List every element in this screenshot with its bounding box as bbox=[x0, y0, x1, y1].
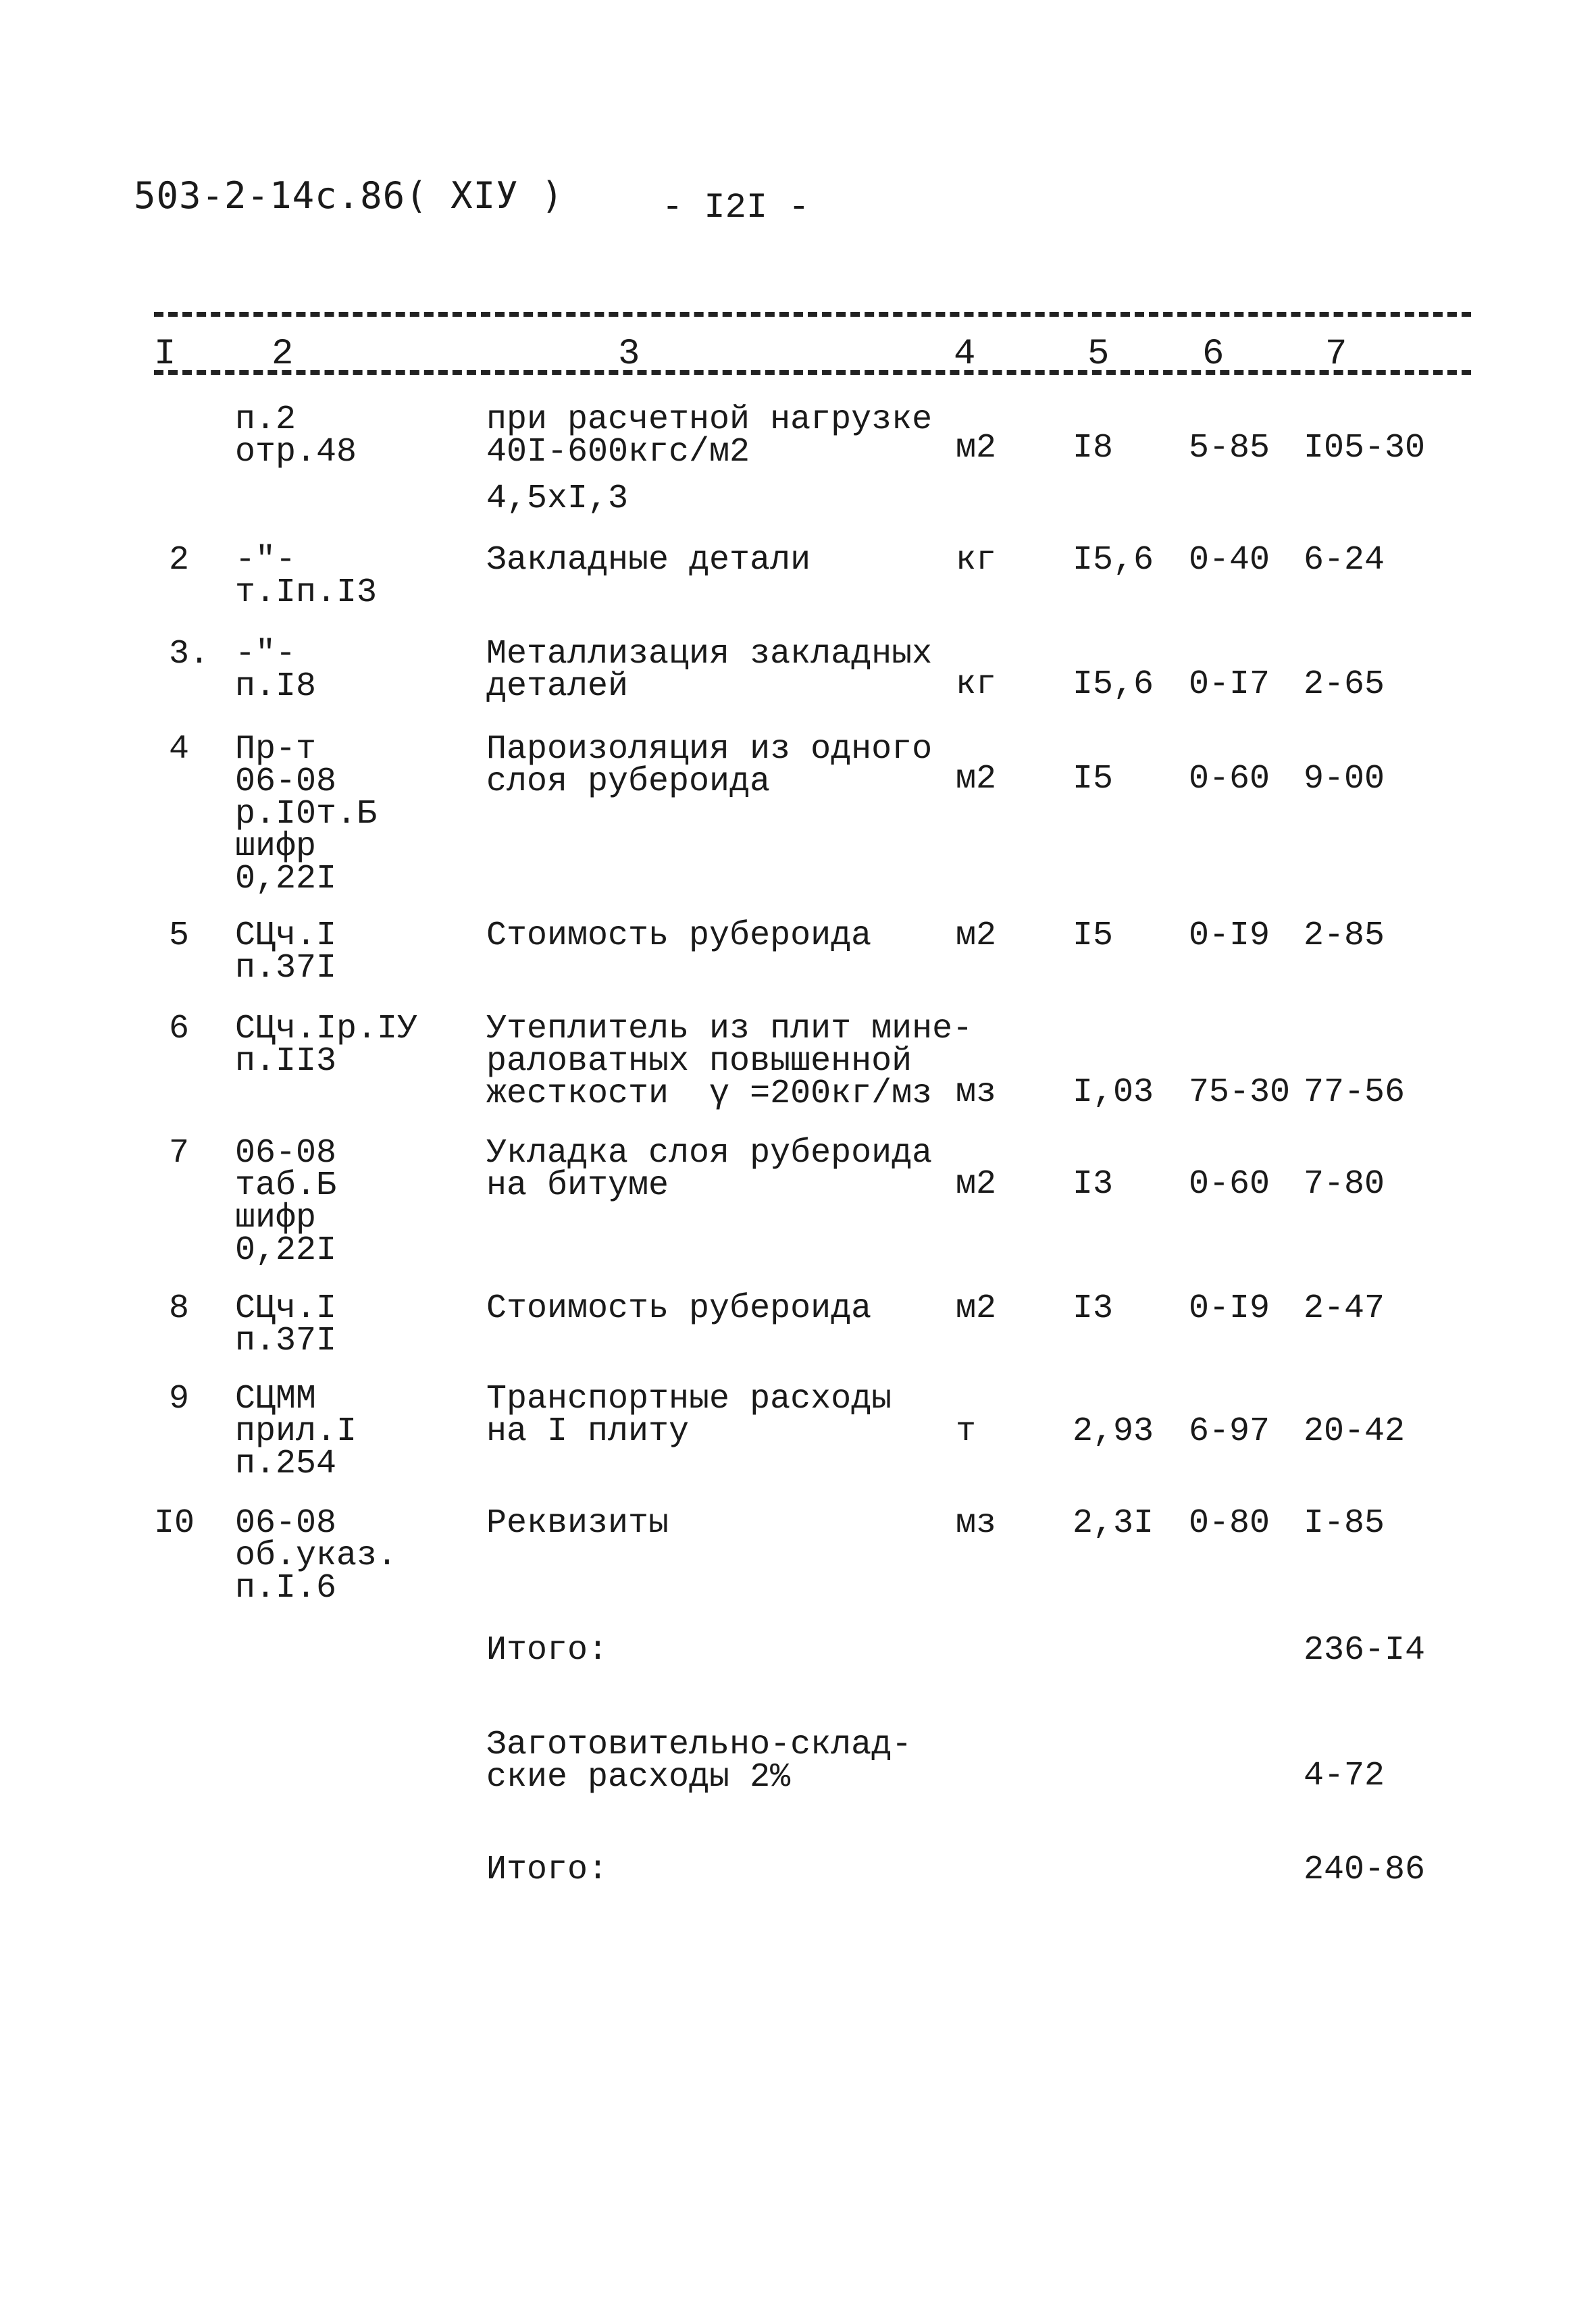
row-qty: 2,93 bbox=[1073, 1412, 1154, 1451]
row-unit: мз bbox=[956, 1504, 997, 1543]
row-unit: м2 bbox=[956, 1165, 997, 1204]
row-qty: I5 bbox=[1073, 917, 1114, 955]
row-ref: СЦч.I п.37I bbox=[235, 1289, 337, 1360]
row-name: Закладные детали bbox=[486, 541, 811, 580]
summary-label: Итого: bbox=[486, 1851, 609, 1889]
row-unit: кг bbox=[956, 665, 997, 704]
row-name: Укладка слоя рубероида на битуме bbox=[486, 1134, 933, 1205]
row-price: 0-I9 bbox=[1189, 1289, 1270, 1328]
row-ref: п.2 отр.48 bbox=[235, 401, 357, 471]
row-ref: 06-08 таб.Б шифр 0,22I bbox=[235, 1134, 337, 1270]
row-name: Утеплитель из плит мине- раловатных повышенной жесткости γ =200кг/мз bbox=[486, 1010, 973, 1113]
row-ref: 06-08 об.указ. п.I.6 bbox=[235, 1504, 398, 1608]
summary-value: 4-72 bbox=[1304, 1757, 1385, 1795]
row-name: Транспортные расходы на I плиту bbox=[486, 1380, 892, 1451]
row-number: 9 bbox=[169, 1380, 190, 1418]
row-number: 4 bbox=[169, 730, 190, 769]
row-unit: мз bbox=[956, 1073, 997, 1112]
row-price: 0-60 bbox=[1189, 1165, 1270, 1204]
row-price: 0-80 bbox=[1189, 1504, 1270, 1543]
row-ref: СЦММ прил.I п.254 bbox=[235, 1380, 357, 1483]
row-total: 2-85 bbox=[1304, 917, 1385, 955]
column-number-5: 5 bbox=[1087, 334, 1110, 375]
row-number: 2 bbox=[169, 541, 190, 580]
dashed-rule-top bbox=[154, 312, 1471, 317]
row-ref: Пр-т 06-08 р.I0т.Б шифр 0,22I bbox=[235, 730, 378, 898]
row-price: 0-40 bbox=[1189, 541, 1270, 580]
row-number: 6 bbox=[169, 1010, 190, 1048]
row-qty: I5,6 bbox=[1073, 665, 1154, 704]
row-name: Стоимость рубероида bbox=[486, 1289, 872, 1328]
row-unit: кг bbox=[956, 541, 997, 580]
column-number-3: 3 bbox=[618, 334, 640, 375]
row-unit: м2 bbox=[956, 429, 997, 467]
row-price: 0-I9 bbox=[1189, 917, 1270, 955]
row-name: 4,5хI,3 bbox=[486, 480, 629, 518]
row-number: 3. bbox=[169, 635, 210, 673]
row-number: 8 bbox=[169, 1289, 190, 1328]
row-price: 5-85 bbox=[1189, 429, 1270, 467]
summary-value: 236-I4 bbox=[1304, 1631, 1426, 1670]
column-number-1: I bbox=[154, 334, 176, 375]
row-qty: I3 bbox=[1073, 1289, 1114, 1328]
row-number: I0 bbox=[154, 1504, 195, 1543]
row-qty: I8 bbox=[1073, 429, 1114, 467]
row-price: 0-I7 bbox=[1189, 665, 1270, 704]
summary-label: Заготовительно-склад- ские расходы 2% bbox=[486, 1726, 912, 1797]
row-qty: I3 bbox=[1073, 1165, 1114, 1204]
row-qty: I,03 bbox=[1073, 1073, 1154, 1112]
row-price: 6-97 bbox=[1189, 1412, 1270, 1451]
row-unit: т bbox=[956, 1412, 977, 1451]
dashed-rule-header bbox=[154, 370, 1471, 375]
row-unit: м2 bbox=[956, 760, 997, 798]
row-unit: м2 bbox=[956, 917, 997, 955]
row-name: Реквизиты bbox=[486, 1504, 669, 1543]
column-number-2: 2 bbox=[272, 334, 294, 375]
column-number-4: 4 bbox=[954, 334, 976, 375]
row-total: 2-47 bbox=[1304, 1289, 1385, 1328]
row-number: 7 bbox=[169, 1134, 190, 1173]
summary-label: Итого: bbox=[486, 1631, 609, 1670]
row-total: 9-00 bbox=[1304, 760, 1385, 798]
row-total: 77-56 bbox=[1304, 1073, 1406, 1112]
row-ref: -"- т.Iп.I3 bbox=[235, 541, 378, 612]
row-price: 75-30 bbox=[1189, 1073, 1291, 1112]
column-number-7: 7 bbox=[1325, 334, 1347, 375]
row-total: I-85 bbox=[1304, 1504, 1385, 1543]
column-number-6: 6 bbox=[1202, 334, 1225, 375]
row-total: 7-80 bbox=[1304, 1165, 1385, 1204]
summary-value: 240-86 bbox=[1304, 1851, 1426, 1889]
row-unit: м2 bbox=[956, 1289, 997, 1328]
row-ref: СЦч.Iр.IУ п.II3 bbox=[235, 1010, 418, 1081]
row-ref: СЦч.I п.37I bbox=[235, 917, 337, 987]
row-qty: I5,6 bbox=[1073, 541, 1154, 580]
row-ref: -"- п.I8 bbox=[235, 635, 317, 706]
row-total: 20-42 bbox=[1304, 1412, 1406, 1451]
row-qty: I5 bbox=[1073, 760, 1114, 798]
row-total: 6-24 bbox=[1304, 541, 1385, 580]
row-total: I05-30 bbox=[1304, 429, 1426, 467]
row-name: при расчетной нагрузке 40I-600кгс/м2 bbox=[486, 401, 933, 471]
page-number: - I2I - bbox=[662, 188, 810, 228]
row-total: 2-65 bbox=[1304, 665, 1385, 704]
row-price: 0-60 bbox=[1189, 760, 1270, 798]
row-qty: 2,3I bbox=[1073, 1504, 1154, 1543]
document-code: 503-2-14с.86( XIУ ) bbox=[134, 174, 564, 217]
row-name: Пароизоляция из одного слоя рубероида bbox=[486, 730, 933, 801]
row-number: 5 bbox=[169, 917, 190, 955]
row-name: Стоимость рубероида bbox=[486, 917, 872, 955]
row-name: Металлизация закладных деталей bbox=[486, 635, 933, 706]
